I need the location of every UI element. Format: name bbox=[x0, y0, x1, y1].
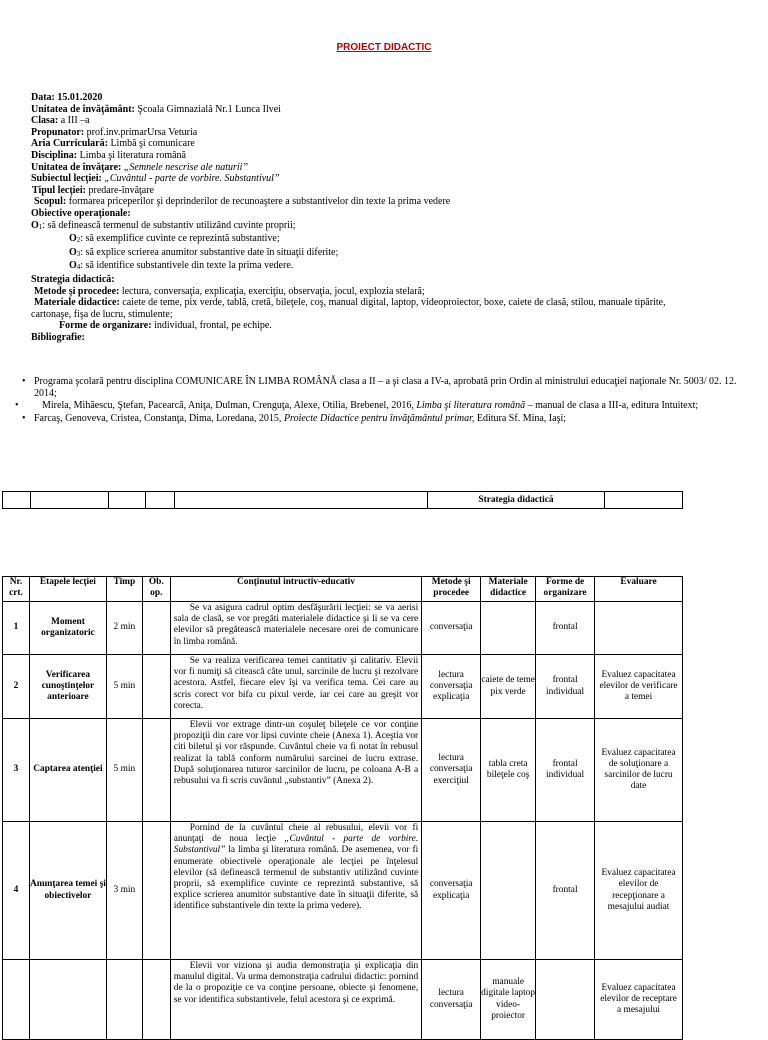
table-row: Elevii vor viziona şi audia demonstraţia şi explicaţia din manulul digital. Va urma demonstraţia cadrului didactic: pornind de la o propoziţie ce va conţine persoane, obiecte şi fenomene, se vor identifica substantivele, felul acestora şi ce exprimă. lectura conversaţia manuale digitale laptop video-proiector Evaluez capacitatea elevilor de receptare a mesajului bbox=[3, 960, 683, 1040]
objective-2: $O_2$: să exemplifice cuvinte ce reprezintă substantive; bbox=[69, 233, 280, 245]
scope-row: Scopul: formarea priceperilor şi deprinderilor de recunoaştere a substantivelor din texte la prima vedere bbox=[34, 196, 451, 208]
proposer-row: Propunator: prof.inv.primarUrsa Veturia bbox=[31, 126, 198, 138]
table-row: 4 Anunţarea temei şi obiectivelor 3 min Pornind de la cuvântul cheie al rebusului, elevii vor fi anunţaţi de noua lecţie „Cuvântul - parte de vorbire. Substantivul” la limba şi literatura română. De asemenea, vor fi enumerate obiectivele operaţionale ale lecţiei pe înţelesul elevilor (să definească termenul de substantiv utilizând cuvinte proprii, să exemplifice cuvinte ce reprezintă substantive, să explice scrierea anumitor substantive date în situaţii diferite, să identifice substantivele din texte la prima vedere). conversaţia explicaţia frontal Evaluez capacitatea elevilor de recepţionare a mesajului audiat bbox=[3, 822, 683, 960]
discipline-row: Disciplina: Limba şi literatura română bbox=[31, 149, 186, 161]
bibliography-item: • Programa şcolară pentru disciplina COMUNICARE ÎN LIMBA ROMÂNĂ clasa a II – a şi clasa a IV-a, aprobată prin Ordin al ministrului educaţiei naţionale Nr. 5003/ 02. 12. 2014; bbox=[22, 376, 737, 399]
lesson-table bbox=[2, 576, 683, 1040]
bibliography-heading: Bibliografie: bbox=[31, 331, 85, 343]
objectives-heading: Obiective operaţionale: bbox=[31, 207, 131, 219]
bullet-icon: • bbox=[22, 376, 26, 387]
column-header: Timp bbox=[106, 577, 142, 602]
methods-row: Metode şi procedee: lectura, conversaţia, explicaţia, exerciţiu, observaţia, jocul, explozia stelară; bbox=[34, 285, 425, 297]
lesson-stage: Moment organizatoric bbox=[29, 602, 106, 655]
column-header: Evaluare bbox=[595, 577, 683, 602]
organization-forms-row: Forme de organizare: individual, frontal, pe echipe. bbox=[59, 320, 272, 332]
column-header: Metode şi procedee bbox=[422, 577, 481, 602]
lesson-subject-row: Subiectul lecţiei: „Cuvântul - parte de vorbire. Substantivul” bbox=[31, 173, 280, 185]
column-header: Etapele lecţiei bbox=[29, 577, 106, 602]
document-title: PROIECT DIDACTIC bbox=[336, 42, 432, 53]
column-header: Ob. op. bbox=[142, 577, 170, 602]
table-row: 3 Captarea atenţiei 5 min Elevii vor extrage dintr-un coşuleţ bileţele ce vor conţine propoziţii din care vor lipsi cuvinte cheie (Anexa 1). Aceştia vor citi biletul şi vor răspunde. Cuvântul cheie va fi notat în rebusul realizat la tablă conform numărului sarcinei de lucru extrase. După soluţionarea tuturor sarcinilor de lucru, pe coloana A-B a rebusului va fi scris cuvântul „substantiv” (Anexa 2). lectura conversaţia exerciţiul tabla creta bileţele coş frontal individual Evaluez capacitatea de soluţionare a sarcinilor de lucru date bbox=[3, 719, 683, 822]
strategy-header-table bbox=[2, 491, 683, 509]
unit-row: Unitatea de învăţământ: Şcoala Gimnazială Nr.1 Lunca Ilvei bbox=[31, 103, 281, 115]
lesson-stage: Captarea atenţiei bbox=[29, 719, 106, 822]
column-header: Forme de organizare bbox=[536, 577, 595, 602]
objective-4: $O_4$: să identifice substantivele din texte la prima vedere. bbox=[69, 260, 294, 272]
strategy-header-label: Strategia didactică bbox=[428, 492, 605, 509]
table-header-row bbox=[3, 577, 683, 602]
column-header: Materiale didactice bbox=[481, 577, 536, 602]
materials-row-continued: cartonaşe, fişa de lucru, stimulente; bbox=[31, 308, 173, 320]
strategy-heading: Strategia didactică: bbox=[31, 273, 115, 285]
table-row: 1 Moment organizatoric 2 min Se va asigura cadrul optim desfăşurării lecţiei: se va aerisi sala de clasă, se vor pregăti materialele didactice şi li se va cere elevilor să pregătească materialele necesare orei de comunicare în limba română. conversaţia frontal bbox=[3, 602, 683, 655]
lesson-type-row: Tipul lecţiei: predare-învăţare bbox=[32, 184, 154, 196]
bullet-icon: • bbox=[15, 400, 19, 412]
objective-1: $O_1$: să definească termenul de substantiv utilizând cuvinte proprii; bbox=[31, 219, 296, 231]
bibliography-item: • Mirela, Mihăescu, Ştefan, Pacearcă, Aniţa, Dulman, Crenguţa, Alexe, Otilia, Brebenel, 2016, Limba şi literatura română – manual de clasa a III-a, editura Intuitext; bbox=[15, 400, 699, 412]
lesson-stage: Anunţarea temei şi obiectivelor bbox=[29, 822, 106, 960]
lesson-stage: Verificarea cunoştinţelor anterioare bbox=[29, 655, 106, 719]
curricular-area-row: Aria Curriculară: Limbă şi comunicare bbox=[31, 138, 195, 150]
objective-3: $O_3$: să explice scrierea anumitor substantive date în situaţii diferite; bbox=[69, 246, 339, 258]
bibliography-item: • Farcaş, Genoveva, Cristea, Constanţa, Dima, Loredana, 2015, Proiecte Didactice pentru învăţământul primar, Editura Sf. Mina, Iaşi; bbox=[22, 412, 567, 424]
class-row: Clasa: a III –a bbox=[31, 115, 90, 127]
learning-unit-row: Unitatea de învăţare: „Semnele nescrise ale naturii” bbox=[31, 161, 249, 173]
date-row: Data: 15.01.2020 bbox=[31, 92, 103, 103]
column-header: Conţinutul intructiv-educativ bbox=[170, 577, 421, 602]
bullet-icon: • bbox=[22, 412, 26, 424]
lesson-info bbox=[31, 92, 751, 343]
lesson-stage bbox=[29, 960, 106, 1040]
table-row: 2 Verificarea cunoştinţelor anterioare 5 min Se va realiza verificarea temei cantitativ şi calitativ. Elevii vor fi numiţi să citească câte unul, sarcinile de lucru şi rezolvare acestora. Astfel, fiecare elev îşi va verifica tema. Cei care au scris corect vor bifa cu pixul verde, iar cei care au greşit vor corecta. lectura conversaţia explicaţia caiete de teme pix verde frontal individual Evaluez capacitatea elevilor de verificare a temei bbox=[3, 655, 683, 719]
bibliography-list bbox=[15, 376, 746, 425]
column-header: Nr. crt. bbox=[3, 577, 30, 602]
materials-row: Materiale didactice: caiete de teme, pix verde, tablă, cretă, bileţele, coş, manual digital, laptop, videoproiector, boxe, caiete de clasă, stilou, manuale tipărite, bbox=[34, 297, 666, 309]
